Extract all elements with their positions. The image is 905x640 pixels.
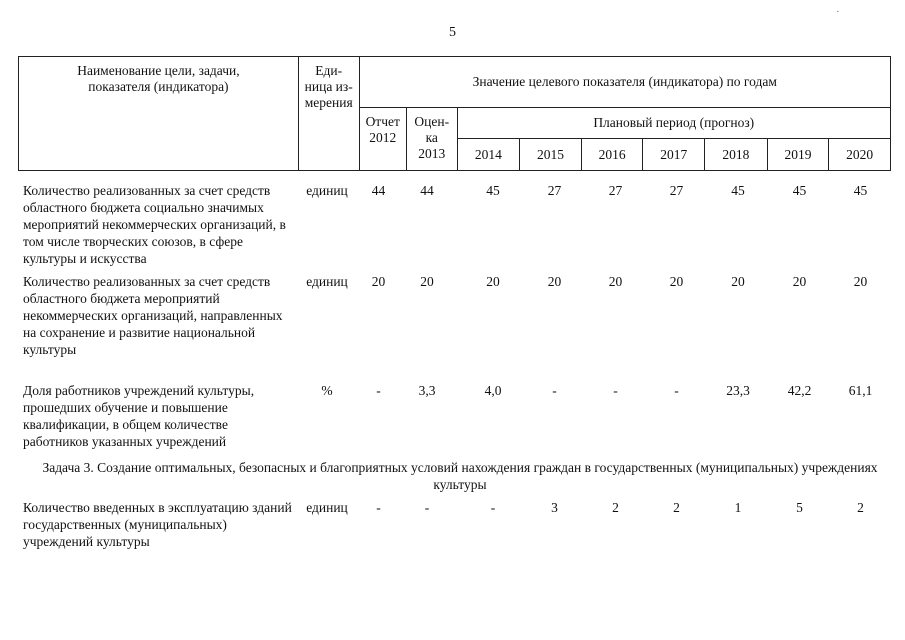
- header-report-label: Отчет 2012: [365, 114, 400, 145]
- value-cell: 20: [486, 274, 500, 289]
- header-unit-label: Еди- ница из- мерения: [304, 63, 353, 110]
- value-cell: -: [490, 500, 496, 515]
- value-cell: -: [424, 500, 430, 515]
- value-cell: 44: [420, 183, 434, 198]
- row-unit: единиц: [306, 183, 348, 198]
- header-year: 2017: [643, 139, 705, 171]
- row-name: Количество введенных в эксплуатацию зданий государственных (муниципальных) учреждений культуры: [23, 500, 292, 549]
- value-cell: -: [376, 383, 381, 398]
- value-cell: 3: [551, 500, 558, 515]
- value-cell: 44: [371, 183, 386, 198]
- value-cell: 2: [857, 500, 864, 515]
- value-cell: 20: [420, 274, 434, 289]
- value-cell: 1: [734, 500, 742, 515]
- value-cell: 5: [796, 500, 803, 515]
- header-year: 2018: [705, 139, 768, 171]
- header-year: 2019: [767, 139, 829, 171]
- row-name: Количество реализованных за счет средств областного бюджета мероприятий некоммерческих организаций, направленных на сохранение и развитие национальной культуры: [23, 274, 283, 357]
- value-cell: 20: [792, 274, 807, 289]
- value-cell: 3,3: [418, 383, 436, 398]
- value-cell: 27: [608, 183, 623, 198]
- value-cell: 20: [608, 274, 623, 289]
- page-number: 5: [449, 25, 456, 40]
- row-unit: %: [321, 383, 333, 398]
- value-cell: 20: [371, 274, 386, 289]
- value-cell: 20: [853, 274, 868, 289]
- row-name: Количество реализованных за счет средств областного бюджета социально значимых мероприятий некоммерческих организаций, в том числе творческих союзов, в сфере культуры и искусства: [23, 183, 286, 266]
- value-cell: 45: [792, 183, 807, 198]
- value-cell: 27: [547, 183, 562, 198]
- scan-mark: ·: [836, 6, 840, 18]
- value-cell: 2: [612, 500, 619, 515]
- value-cell: 45: [486, 183, 500, 198]
- value-cell: -: [674, 383, 679, 398]
- header-year: 2015: [520, 139, 582, 171]
- row-name: Доля работников учреждений культуры, прошедших обучение и повышение квалификации, в общем количестве работников указанных учреждений: [23, 383, 255, 449]
- value-cell: 23,3: [726, 383, 750, 398]
- row-unit: единиц: [306, 274, 348, 289]
- header-estimate-label: Оцен- ка 2013: [414, 114, 450, 161]
- value-cell: 45: [731, 183, 745, 198]
- value-cell: -: [376, 500, 381, 515]
- value-cell: 20: [669, 274, 684, 289]
- header-plan-label: Плановый период (прогноз): [593, 115, 755, 130]
- value-cell: -: [613, 383, 618, 398]
- value-cell: 61,1: [848, 383, 873, 398]
- header-year: 2020: [829, 139, 891, 171]
- value-cell: 20: [731, 274, 745, 289]
- header-year: 2016: [581, 139, 643, 171]
- value-cell: 45: [853, 183, 868, 198]
- row-unit: единиц: [306, 500, 348, 515]
- value-cell: 20: [547, 274, 562, 289]
- header-name-label: Наименование цели, задачи, показателя (индикатора): [77, 63, 240, 94]
- value-cell: 42,2: [787, 383, 812, 398]
- value-cell: -: [552, 383, 557, 398]
- header-year: 2014: [457, 139, 520, 171]
- task-heading: Задача 3. Создание оптимальных, безопасных и благоприятных условий нахождения граждан в государственных (муниципальных) учреждениях культуры: [42, 460, 878, 492]
- value-cell: 27: [669, 183, 684, 198]
- value-cell: 4,0: [484, 383, 502, 398]
- value-cell: 2: [673, 500, 680, 515]
- header-value-group-label: Значение целевого показателя (индикатора) по годам: [472, 74, 777, 89]
